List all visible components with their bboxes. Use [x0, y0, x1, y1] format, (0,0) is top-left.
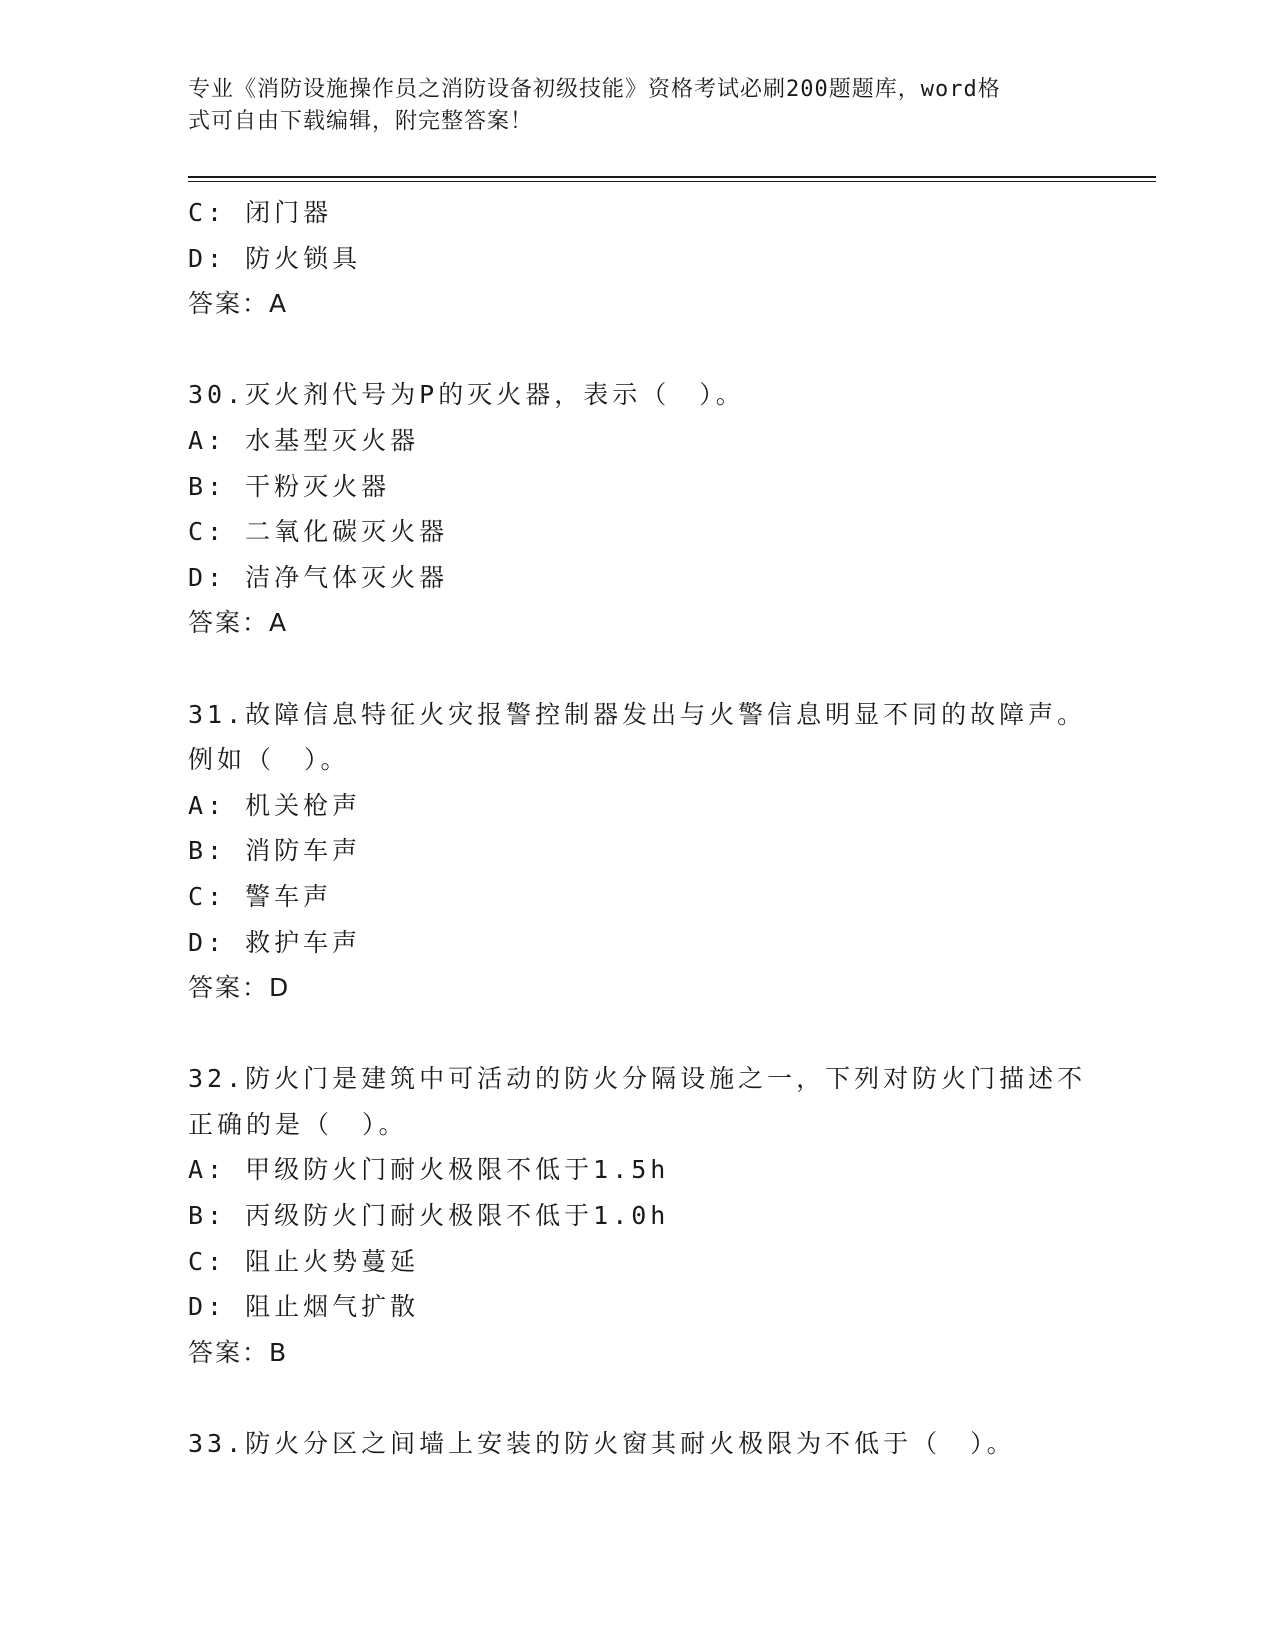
question-stem: 31.故障信息特征火灾报警控制器发出与火警信息明显不同的故障声。	[188, 699, 1087, 729]
question-stem: 32.防火门是建筑中可活动的防火分隔设施之一，下列对防火门描述不	[188, 1064, 1087, 1094]
header-line-2: 式可自由下载编辑，附完整答案！	[188, 109, 534, 134]
option-d: D: 洁净气体灭火器	[188, 562, 449, 592]
option-c: C: 闭门器	[188, 198, 333, 227]
question-33	[188, 1421, 1088, 1467]
option-a: A: 机关枪声	[188, 790, 362, 820]
option-b: B: 消防车声	[188, 836, 362, 866]
option-a: A: 水基型灭火器	[188, 425, 420, 455]
option-c: C: 警车声	[188, 881, 333, 911]
option-c: C: 二氧化碳灭火器	[188, 517, 449, 547]
question-stem-cont: 正确的是（ ）。	[188, 1109, 408, 1139]
option-a: A: 甲级防火门耐火极限不低于1.5h	[188, 1155, 670, 1185]
answer: 答案：B	[188, 1337, 289, 1367]
question-stem: 30.灭火剂代号为P的灭火器，表示（ ）。	[188, 380, 745, 410]
option-b: B: 丙级防火门耐火极限不低于1.0h	[188, 1201, 670, 1231]
option-c: C: 阻止火势蔓延	[188, 1246, 420, 1276]
option-d: D: 防火锁具	[188, 243, 362, 273]
question-32	[188, 1056, 1088, 1375]
header-rule-thin	[188, 181, 1156, 182]
question-31	[188, 692, 1088, 1011]
question-list	[188, 190, 1088, 1467]
answer: 答案：A	[188, 608, 289, 638]
question-stem-cont: 例如（ ）。	[188, 745, 350, 775]
document-header	[188, 74, 1068, 138]
answer: 答案：A	[188, 289, 289, 319]
answer: 答案：D	[188, 973, 291, 1003]
header-rule-thick	[188, 176, 1156, 178]
question-29-tail	[188, 190, 1088, 327]
option-d: D: 救护车声	[188, 927, 362, 957]
option-d: D: 阻止烟气扩散	[188, 1292, 420, 1322]
question-30	[188, 372, 1088, 646]
option-b: B: 干粉灭火器	[188, 471, 391, 501]
question-stem: 33.防火分区之间墙上安装的防火窗其耐火极限为不低于（ ）。	[188, 1429, 1016, 1459]
header-line-1: 专业《消防设施操作员之消防设备初级技能》资格考试必刷200题题库，word格	[188, 77, 1001, 102]
